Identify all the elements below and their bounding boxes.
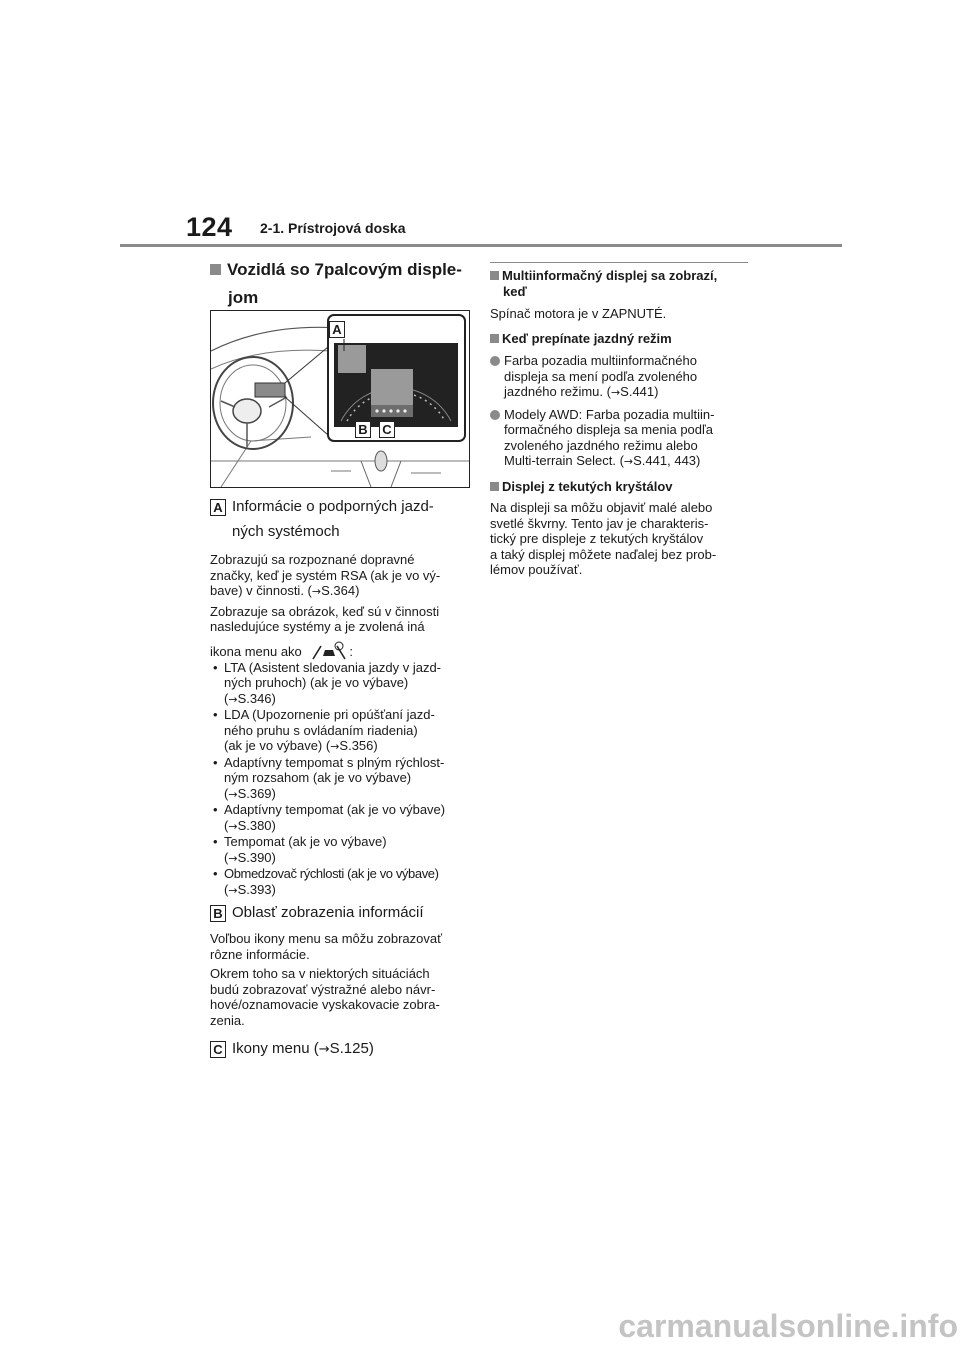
list-item: • Tempomat (ak je vo výbave) (→S.390) <box>210 834 472 866</box>
list-item: • Obmedzovač rýchlosti (ak je vo výbave) (→S.393) <box>210 866 472 898</box>
square-bullet-icon <box>490 271 499 280</box>
heading-lcd <box>490 479 752 495</box>
callout-a: A <box>329 321 345 338</box>
arrow-icon: → <box>228 819 238 833</box>
square-bullet-icon <box>490 482 499 491</box>
item-c-title: Ikony menu ( <box>232 1040 319 1057</box>
text-line: svetlé škvrny. Tento jav je charakteris- <box>490 515 709 531</box>
header-rule <box>120 244 842 247</box>
round-bullet-icon <box>490 356 500 366</box>
page-ref[interactable]: S.369) <box>237 785 276 801</box>
arrow-icon: → <box>330 740 340 753</box>
text-line: formačného displeja sa menia podľa <box>504 422 714 437</box>
text-line: • LTA (Asistent sledovania jazdy v jazd- <box>224 659 442 675</box>
text-line: keď <box>503 283 527 299</box>
text-line: Zobrazujú sa rozpoznané dopravné <box>210 552 415 567</box>
callout-c: C <box>379 421 395 438</box>
arrow-icon: → <box>610 386 621 399</box>
text-line: lémov používať. <box>490 562 583 577</box>
text-line: • LDA (Upozornenie pri opúšťaní jazd- <box>224 707 435 722</box>
page-ref[interactable]: S.125) <box>329 1040 374 1057</box>
item-a-para-2 <box>210 604 472 660</box>
arrow-icon: → <box>228 787 238 801</box>
instrument-cluster-diagram <box>210 310 470 488</box>
callout-b: B <box>355 421 371 438</box>
text-line: ných pruhoch) (ak je vo výbave) <box>224 675 409 690</box>
item-b-title: Oblasť zobrazenia informácií <box>232 904 424 921</box>
list-item <box>210 707 472 755</box>
list-item: • Adaptívny tempomat s plným rýchlost- ným rozsahom (ak je vo výbave) (→S.369) <box>210 755 472 803</box>
text-line: Multiinformačný displej sa zobrazí, <box>502 268 718 283</box>
engine-switch-note: Spínač motora je v ZAPNUTÉ. <box>490 306 667 321</box>
text-line: Multi-terrain Select. ( <box>504 453 624 468</box>
heading-display-shown <box>490 268 752 299</box>
item-a-para-1 <box>210 552 472 600</box>
colon: : <box>349 643 354 659</box>
assist-systems-list <box>210 660 472 899</box>
list-item: • LTA (Asistent sledovania jazdy v jazd- ných pruhoch) (ak je vo výbave) (→S.346) <box>210 660 472 708</box>
section-title: 2-1. Prístrojová doska <box>260 220 406 236</box>
square-bullet-icon <box>490 334 499 343</box>
arrow-icon: → <box>311 585 322 598</box>
page-ref[interactable]: S.390) <box>237 849 276 865</box>
drive-mode-note-1 <box>490 353 752 401</box>
page-ref[interactable]: S.380) <box>237 817 276 833</box>
text-line: ného pruhu s ovládaním riadenia) <box>224 722 418 738</box>
item-a-letter: A <box>210 499 226 516</box>
round-bullet-icon <box>490 410 500 420</box>
list-item: • Adaptívny tempomat (ak je vo výbave) (→S.380) <box>210 802 472 834</box>
arrow-icon: → <box>228 883 238 897</box>
text-line: • Tempomat (ak je vo výbave) <box>224 834 387 849</box>
text-line: • Adaptívny tempomat s plným rýchlost- <box>224 754 445 770</box>
text-line: ikona menu ako <box>210 643 302 659</box>
text-line: displeja sa mení podľa zvoleného <box>504 368 698 384</box>
page-ref[interactable]: S.393) <box>237 881 276 897</box>
text-line: nasledujúce systémy a je zvolená iná <box>210 619 425 634</box>
text-line: • Adaptívny tempomat (ak je vo výbave) <box>224 802 446 817</box>
text-line: Farba pozadia multiinformačného <box>504 353 697 368</box>
text-line: jazdného režimu. ( <box>504 384 611 399</box>
lcd-note <box>490 500 752 578</box>
watermark: carmanualsonline.info <box>618 1308 958 1344</box>
drive-mode-note-2 <box>490 407 752 470</box>
text-line: Voľbou ikony menu sa môžu zobrazovať <box>210 931 442 946</box>
text-line: • Obmedzovač rýchlosti (ak je vo výbave) <box>224 866 439 881</box>
item-b-para-2 <box>210 966 472 1028</box>
item-c <box>210 1036 472 1062</box>
square-bullet-icon <box>210 264 221 275</box>
driving-assist-icon <box>309 640 349 660</box>
page-ref[interactable]: S.441) <box>620 384 659 399</box>
item-b-letter: B <box>210 905 226 922</box>
text-line: Okrem toho sa v niektorých situáciách <box>210 966 430 981</box>
text-line: Na displeji sa môžu objaviť malé alebo <box>490 500 713 515</box>
text-line: budú zobrazovať výstražné alebo návr- <box>210 981 436 997</box>
item-a-title-2: ných systémoch <box>232 523 340 540</box>
left-heading <box>210 256 470 312</box>
page-ref[interactable]: S.346) <box>237 690 276 706</box>
text-line: Keď prepínate jazdný režim <box>502 330 672 346</box>
item-b <box>210 900 472 1028</box>
text-line: zvoleného jazdného režimu alebo <box>504 437 698 453</box>
arrow-icon: → <box>228 851 238 865</box>
item-c-letter: C <box>210 1041 226 1058</box>
arrow-icon: → <box>318 1042 330 1057</box>
text-line: Modely AWD: Farba pozadia multiin- <box>504 406 715 422</box>
item-b-para-1 <box>210 931 472 962</box>
item-a-title-1: Informácie o podporných jazd- <box>232 498 434 515</box>
heading-line-2: jom <box>228 288 259 307</box>
page-number: 124 <box>186 212 233 242</box>
heading-line-1: Vozidlá so 7palcovým disple- <box>227 260 462 279</box>
right-column <box>490 268 752 578</box>
item-a <box>210 494 472 898</box>
text-line: ným rozsahom (ak je vo výbave) <box>224 770 412 785</box>
heading-drive-mode <box>490 331 752 347</box>
text-line: Displej z tekutých kryštálov <box>502 478 673 494</box>
text-line: zenia. <box>210 1012 245 1028</box>
text-line: bave) v činnosti. ( <box>210 583 312 598</box>
arrow-icon: → <box>623 455 634 468</box>
text-line: (ak je vo výbave) ( <box>224 738 331 753</box>
text-line: značky, keď je systém RSA (ak je vo vý- <box>210 567 441 583</box>
right-column-rule <box>490 262 748 263</box>
arrow-icon: → <box>228 692 238 706</box>
page-ref[interactable]: S.364) <box>321 583 360 598</box>
text-line: rôzne informácie. <box>210 946 310 962</box>
text-line: a taký displej môžete naďalej bez prob- <box>490 546 717 562</box>
page-ref[interactable]: S.441, 443) <box>633 453 701 468</box>
text-line: Zobrazuje sa obrázok, keď sú v činnosti <box>210 603 440 619</box>
text-line: hové/oznamovacie vyskakovacie zobra- <box>210 997 440 1012</box>
text-line: tický pre displeje z tekutých kryštálov <box>490 531 704 546</box>
page-ref[interactable]: S.356) <box>339 738 378 753</box>
